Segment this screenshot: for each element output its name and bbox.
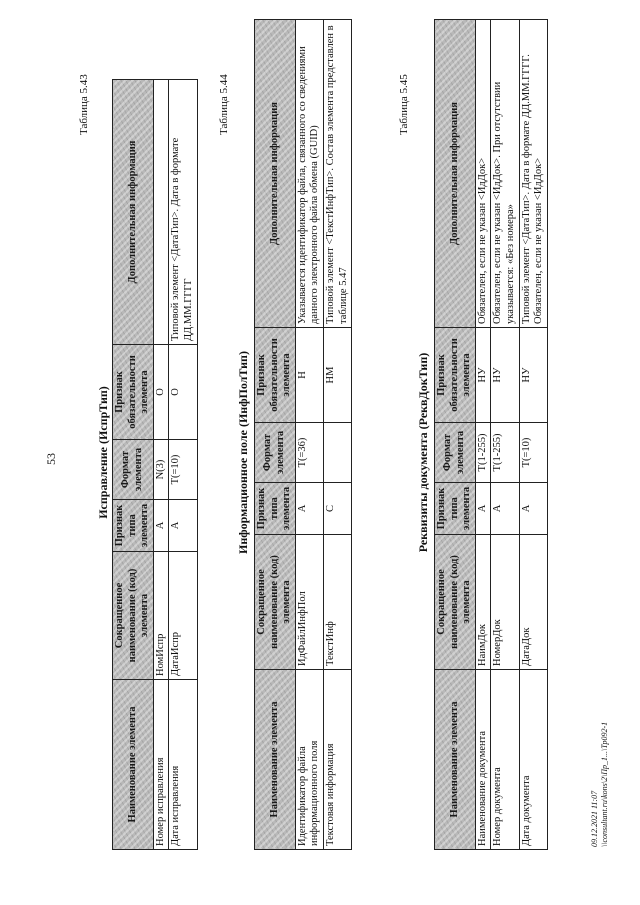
- table-cell: Т(1-255): [491, 423, 519, 483]
- table-title-5-43: Исправление (ИспрТип): [96, 386, 110, 519]
- table-cell: Т(1-255): [475, 423, 491, 483]
- header-cell: Формат элемента: [113, 440, 154, 500]
- table-cell: ДатаДок: [519, 535, 547, 670]
- table-5-43: [112, 79, 198, 850]
- table-cell: А: [169, 500, 197, 552]
- table-cell: ДатаИспр: [169, 552, 197, 680]
- table-cell: НУ: [519, 328, 547, 423]
- table-cell: Наименование документа: [475, 670, 491, 850]
- table-cell: Н: [295, 328, 323, 423]
- header-cell: Формат элемента: [255, 423, 296, 483]
- table-cell: Т(=10): [519, 423, 547, 483]
- table-cell: А: [295, 483, 323, 535]
- header-cell: Признак обязательности элемента: [113, 345, 154, 440]
- header-cell: Сокращенное наименование (код) элемента: [435, 535, 476, 670]
- table-cell: О: [153, 345, 169, 440]
- table-cell: А: [153, 500, 169, 552]
- table-cell: О: [169, 345, 197, 440]
- table-row: [323, 20, 351, 850]
- table-row: [519, 20, 547, 850]
- header-cell: Формат элемента: [435, 423, 476, 483]
- footer-path: \\consultant.ru\kons\2\Пр_1...\Тр092-1: [600, 721, 610, 847]
- table-cell: Дата исправления: [169, 680, 197, 850]
- table-cell: НаимДок: [475, 535, 491, 670]
- table-header-row: [435, 20, 476, 850]
- table-cell: Номер документа: [491, 670, 519, 850]
- header-cell: Признак типа элемента: [113, 500, 154, 552]
- header-cell: Наименование элемента: [255, 670, 296, 850]
- header-cell: Сокращенное наименование (код) элемента: [113, 552, 154, 680]
- table-cell: Типовой элемент <ДатаТип>. Дата в формате ДД.ММ.ГГГГ: [169, 80, 197, 345]
- table-cell: НМ: [323, 328, 351, 423]
- table-cell: Типовой элемент <ТекстИнфТип>. Состав элемента представлен в таблице 5.47: [323, 20, 351, 328]
- table-cell: Указывается идентификатор файла, связанного со сведениями данного электронного файла обмена (GUID): [295, 20, 323, 328]
- header-cell: Дополнительная информация: [113, 80, 154, 345]
- header-cell: Признак типа элемента: [255, 483, 296, 535]
- table-row: [475, 20, 491, 850]
- table-cell: НУ: [475, 328, 491, 423]
- table-cell: ИдФайлИнфПол: [295, 535, 323, 670]
- table-cell: Типовой элемент <ДатаТип>. Дата в формате ДД.ММ.ГГГГ. Обязателен, если не указан <ИдДок>: [519, 20, 547, 328]
- table-cell: Т(=36): [295, 423, 323, 483]
- table-title-5-44: Информационное поле (ИнфПолТип): [236, 351, 250, 554]
- table-cell: Текстовая информация: [323, 670, 351, 850]
- table-cell: N(3): [153, 440, 169, 500]
- table-cell: Обязателен, если не указан <ИдДок>. При отсутствии указывается: «Без номера»: [491, 20, 519, 328]
- table-header-row: [255, 20, 296, 850]
- table-row: [153, 80, 169, 850]
- table-cell: Номер исправления: [153, 680, 169, 850]
- page-number: 53: [44, 453, 58, 465]
- table-label-5-45: Таблица 5.45: [398, 74, 410, 135]
- table-label-5-43: Таблица 5.43: [78, 74, 90, 135]
- table-cell: С: [323, 483, 351, 535]
- header-cell: Наименование элемента: [435, 670, 476, 850]
- table-cell: Обязателен, если не указан <ИдДок>: [475, 20, 491, 328]
- header-cell: Сокращенное наименование (код) элемента: [255, 535, 296, 670]
- table-cell: НУ: [491, 328, 519, 423]
- header-cell: Дополнительная информация: [255, 20, 296, 328]
- table-label-5-44: Таблица 5.44: [218, 74, 230, 135]
- header-cell: Наименование элемента: [113, 680, 154, 850]
- table-cell: [153, 80, 169, 345]
- header-cell: Дополнительная информация: [435, 20, 476, 328]
- header-cell: Признак типа элемента: [435, 483, 476, 535]
- table-row: [491, 20, 519, 850]
- header-cell: Признак обязательности элемента: [435, 328, 476, 423]
- table-5-44: [254, 19, 352, 850]
- table-header-row: [113, 80, 154, 850]
- table-row: [295, 20, 323, 850]
- table-cell: А: [519, 483, 547, 535]
- footer-timestamp: 09.12.2021 11:07: [590, 790, 599, 847]
- table-row: [169, 80, 197, 850]
- table-cell: Т(=10): [169, 440, 197, 500]
- table-cell: Идентификатор файла информационного поля: [295, 670, 323, 850]
- table-cell: ТекстИнф: [323, 535, 351, 670]
- table-cell: [323, 423, 351, 483]
- table-title-5-45: Реквизиты документа (РеквДокТип): [416, 352, 430, 553]
- table-cell: НомерДок: [491, 535, 519, 670]
- table-5-45: [434, 19, 548, 850]
- table-cell: Дата документа: [519, 670, 547, 850]
- table-cell: А: [491, 483, 519, 535]
- header-cell: Признак обязательности элемента: [255, 328, 296, 423]
- table-cell: НомИспр: [153, 552, 169, 680]
- footer-stamp: [590, 722, 611, 847]
- table-cell: А: [475, 483, 491, 535]
